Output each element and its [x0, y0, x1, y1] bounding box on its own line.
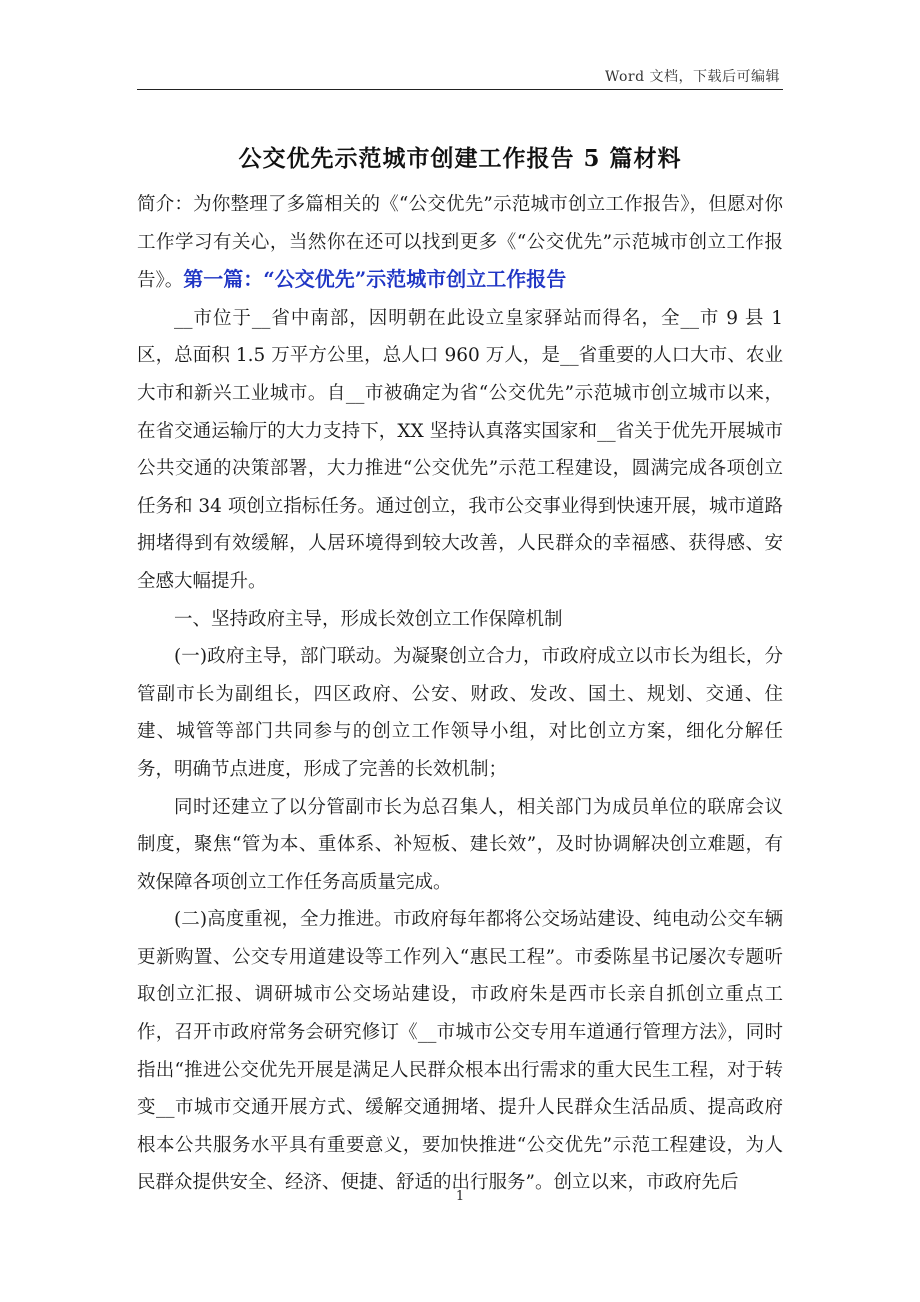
- page-number: 1: [455, 1189, 465, 1204]
- body-paragraph-1: __市位于__省中南部，因明朝在此设立皇家驿站而得名，全__市 9 县 1 区，总面积 1.5 万平方公里，总人口 960 万人，是__省重要的人口大市、农业大市和新兴工业城市。自__市被确定为省“公交优先”示范城市创立城市以来，在省交通运输厅的大力支持下，XX 坚持认真落实国家和__省关于优先开展城市公共交通的决策部署，大力推进“公交优先”示范工程建设，圆满完成各项创立任务和 34 项创立指标任务。通过创立，我市公交事业得到快速开展，城市道路拥堵得到有效缓解，人居环境得到较大改善，人民群众的幸福感、获得感、安全感大幅提升。: [137, 307, 783, 592]
- body-paragraph-2: (一)政府主导，部门联动。为凝聚创立合力，市政府成立以市长为组长，分管副市长为副组长，四区政府、公安、财政、发改、国土、规划、交通、住建、城管等部门共同参与的创立工作领导小组，对比创立方案，细化分解任务，明确节点进度，形成了完善的长效机制；: [137, 646, 783, 780]
- document-body: [137, 186, 783, 1202]
- section-heading-1: 第一篇：“公交优先”示范城市创立工作报告: [183, 267, 567, 292]
- header-note: Word 文档，下载后可编辑: [605, 69, 780, 85]
- subheading-1: 一、坚持政府主导，形成长效创立工作保障机制: [174, 608, 563, 630]
- header-divider: [137, 89, 783, 90]
- body-paragraph-3: 同时还建立了以分管副市长为总召集人，相关部门为成员单位的联席会议制度，聚焦“管为本、重体系、补短板、建长效”，及时协调解决创立难题，有效保障各项创立工作任务高质量完成。: [137, 796, 783, 893]
- body-paragraph-4: (二)高度重视，全力推进。市政府每年都将公交场站建设、纯电动公交车辆更新购置、公交专用道建设等工作列入“惠民工程”。市委陈星书记屡次专题听取创立汇报、调研城市公交场站建设，市政府朱是西市长亲自抓创立重点工作，召开市政府常务会研究修订《__市城市公交专用车道通行管理方法》，同时指出“推进公交优先开展是满足人民群众根本出行需求的重大民生工程，对于转变__市城市交通开展方式、缓解交通拥堵、提升人民群众生活品质、提高政府根本公共服务水平具有重要意义，要加快推进“公交优先”示范工程建设，为人民群众提供安全、经济、便捷、舒适的出行服务”。创立以来，市政府先后: [137, 909, 783, 1194]
- intro-paragraph: [137, 186, 783, 300]
- document-title: 公交优先示范城市创建工作报告 5 篇材料: [238, 145, 682, 172]
- intro-text: 简介：为你整理了多篇相关的《“公交优先”示范城市创立工作报告》，但愿对你工作学习有关心，当然你在还可以找到更多《“公交优先”示范城市创立工作报告》。: [137, 194, 783, 292]
